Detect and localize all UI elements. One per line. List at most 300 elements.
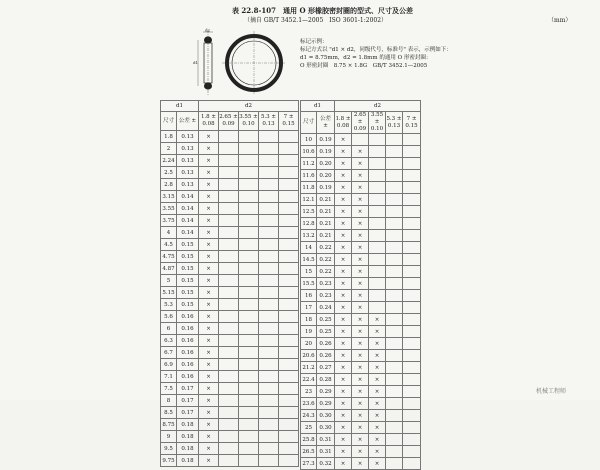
table-row [161,419,299,431]
tolerance-cell: 0.16 [177,335,199,347]
size-cell: 8.5 [161,407,177,419]
tolerance-cell: 0.30 [317,422,335,434]
availability-cell: × [199,419,219,431]
availability-cell [369,266,386,278]
table-row [161,287,299,299]
availability-cell [403,350,421,362]
tolerance-cell: 0.14 [177,227,199,239]
size-cell: 4.87 [161,263,177,275]
availability-cell [403,458,421,470]
tolerance-cell: 0.29 [317,398,335,410]
table-row [301,458,421,470]
size-cell: 11.2 [301,158,317,170]
availability-cell: × [352,386,369,398]
table-row [161,431,299,443]
size-cell: 12.1 [301,194,317,206]
table-row [301,362,421,374]
availability-cell: × [199,227,219,239]
availability-cell [259,287,279,299]
tolerance-cell: 0.16 [177,371,199,383]
availability-cell [219,359,239,371]
availability-cell [279,311,299,323]
availability-cell [403,242,421,254]
d2-col-header: 3.55 ± 0.10 [369,112,386,134]
table-row [161,143,299,155]
availability-cell [369,290,386,302]
tolerance-cell: 0.15 [177,287,199,299]
tolerance-cell: 0.16 [177,359,199,371]
table-row [161,443,299,455]
availability-cell: × [352,422,369,434]
tolerance-cell: 0.18 [177,431,199,443]
tolerance-cell: 0.19 [317,134,335,146]
ring-front-view [222,31,286,95]
availability-cell: × [335,218,352,230]
availability-cell [219,323,239,335]
availability-cell [259,155,279,167]
table-row [301,422,421,434]
availability-cell [219,287,239,299]
watermark-logo: 机械工程师 [536,388,567,395]
table-row [161,203,299,215]
tolerance-cell: 0.17 [177,395,199,407]
table-row [161,191,299,203]
availability-cell [386,290,403,302]
size-table-left [160,100,299,467]
size-cell: 11.6 [301,170,317,182]
availability-cell [386,446,403,458]
tolerance-cell: 0.19 [317,182,335,194]
availability-cell [259,371,279,383]
table-row [301,290,421,302]
availability-cell [259,407,279,419]
availability-cell [259,443,279,455]
availability-cell [403,398,421,410]
availability-cell [239,455,259,467]
availability-cell [219,263,239,275]
availability-cell: × [199,335,219,347]
tolerance-cell: 0.18 [177,455,199,467]
tolerance-cell: 0.13 [177,143,199,155]
availability-cell [239,179,259,191]
availability-cell [403,278,421,290]
availability-cell [279,359,299,371]
size-cell: 9.75 [161,455,177,467]
availability-cell [403,218,421,230]
size-cell: 25 [301,422,317,434]
size-cell: 7.5 [161,383,177,395]
availability-cell [259,251,279,263]
size-cell: 11.8 [301,182,317,194]
availability-cell: × [335,422,352,434]
availability-cell: × [335,242,352,254]
tolerance-header: 公差 ± [317,112,335,134]
availability-cell [219,143,239,155]
availability-cell: × [352,374,369,386]
availability-cell: × [199,431,219,443]
availability-cell [239,239,259,251]
availability-cell [369,146,386,158]
availability-cell [239,155,259,167]
tolerance-cell: 0.13 [177,131,199,143]
table-row [161,251,299,263]
availability-cell [369,254,386,266]
tolerance-cell: 0.22 [317,266,335,278]
size-cell: 1.8 [161,131,177,143]
availability-cell: × [352,158,369,170]
availability-cell [369,242,386,254]
availability-cell [386,266,403,278]
availability-cell: × [199,311,219,323]
availability-cell: × [199,407,219,419]
availability-cell [259,263,279,275]
table-row [301,242,421,254]
tolerance-cell: 0.29 [317,386,335,398]
availability-cell: × [369,350,386,362]
size-cell: 2.8 [161,179,177,191]
availability-cell: × [369,434,386,446]
tolerance-cell: 0.21 [317,206,335,218]
d2-col-header: 2.65 ± 0.09 [352,112,369,134]
tolerance-cell: 0.20 [317,170,335,182]
size-cell: 5.15 [161,287,177,299]
availability-cell [386,314,403,326]
availability-cell: × [335,206,352,218]
availability-cell: × [352,254,369,266]
availability-cell: × [369,326,386,338]
availability-cell [403,182,421,194]
availability-cell [219,395,239,407]
availability-cell: × [369,446,386,458]
availability-cell [403,158,421,170]
table-row [161,263,299,275]
availability-cell [239,419,259,431]
availability-cell [259,227,279,239]
availability-cell: × [199,347,219,359]
availability-cell [219,311,239,323]
availability-cell: × [369,398,386,410]
availability-cell [403,338,421,350]
availability-cell [279,263,299,275]
tolerance-cell: 0.18 [177,419,199,431]
availability-cell [279,167,299,179]
tolerance-cell: 0.14 [177,203,199,215]
table-row [161,323,299,335]
availability-cell: × [352,170,369,182]
availability-cell [279,239,299,251]
availability-cell [259,203,279,215]
availability-cell [352,134,369,146]
size-cell: 14 [301,242,317,254]
table-row [161,239,299,251]
availability-cell: × [199,155,219,167]
availability-cell [259,359,279,371]
table-row [301,134,421,146]
availability-cell: × [335,158,352,170]
availability-cell: × [199,203,219,215]
size-cell: 17 [301,302,317,314]
table-row [161,131,299,143]
availability-cell: × [199,323,219,335]
size-cell: 2 [161,143,177,155]
size-cell: 5.6 [161,311,177,323]
table-row [301,158,421,170]
availability-cell [239,203,259,215]
availability-cell [259,347,279,359]
availability-cell [403,302,421,314]
availability-cell [259,455,279,467]
tolerance-cell: 0.13 [177,155,199,167]
availability-cell [219,275,239,287]
availability-cell: × [335,194,352,206]
table-row [161,275,299,287]
tolerance-cell: 0.23 [317,290,335,302]
table-row [161,299,299,311]
d2-header: d2 [199,101,299,112]
availability-cell [369,230,386,242]
size-cell: 25.8 [301,434,317,446]
availability-cell: × [352,362,369,374]
table-row [301,254,421,266]
table-row [301,350,421,362]
availability-cell [279,431,299,443]
availability-cell [386,158,403,170]
availability-cell [369,182,386,194]
availability-cell [239,311,259,323]
table-row [301,434,421,446]
availability-cell [239,167,259,179]
availability-cell: × [352,446,369,458]
availability-cell [219,347,239,359]
availability-cell [403,230,421,242]
table-row [301,218,421,230]
table-row [301,146,421,158]
size-cell: 27.3 [301,458,317,470]
availability-cell [219,227,239,239]
availability-cell [259,179,279,191]
availability-cell [369,194,386,206]
availability-cell [259,311,279,323]
availability-cell [279,419,299,431]
availability-cell: × [335,362,352,374]
availability-cell [403,362,421,374]
availability-cell: × [352,302,369,314]
availability-cell [279,131,299,143]
table-row [161,347,299,359]
availability-cell [279,347,299,359]
availability-cell: × [335,446,352,458]
table-row [301,170,421,182]
tolerance-cell: 0.26 [317,338,335,350]
availability-cell: × [199,455,219,467]
tolerance-cell: 0.21 [317,194,335,206]
availability-cell [279,179,299,191]
availability-cell [239,263,259,275]
availability-cell [403,170,421,182]
availability-cell [259,131,279,143]
availability-cell: × [352,206,369,218]
availability-cell: × [352,410,369,422]
availability-cell [259,143,279,155]
availability-cell [219,131,239,143]
size-cell: 13.2 [301,230,317,242]
availability-cell [219,299,239,311]
d2-col-header: 7 ± 0.15 [279,112,299,131]
availability-cell [259,419,279,431]
size-cell: 2.5 [161,167,177,179]
availability-cell [239,431,259,443]
size-cell: 7.1 [161,371,177,383]
availability-cell: × [335,302,352,314]
availability-cell [386,134,403,146]
availability-cell [219,203,239,215]
availability-cell [259,383,279,395]
table-row [161,179,299,191]
availability-cell [386,434,403,446]
table-row [161,371,299,383]
availability-cell: × [199,215,219,227]
availability-cell [239,371,259,383]
size-cell: 10.6 [301,146,317,158]
table-row [301,398,421,410]
availability-cell [386,182,403,194]
tolerance-cell: 0.19 [317,146,335,158]
tolerance-cell: 0.15 [177,251,199,263]
availability-cell [386,278,403,290]
availability-cell [259,215,279,227]
table-row [161,167,299,179]
tolerance-cell: 0.23 [317,278,335,290]
availability-cell [279,299,299,311]
availability-cell [279,203,299,215]
size-cell: 2.24 [161,155,177,167]
availability-cell: × [199,179,219,191]
size-header: 尺寸 [161,112,177,131]
availability-cell [219,431,239,443]
table-row [161,335,299,347]
availability-cell [403,266,421,278]
availability-cell: × [199,275,219,287]
size-cell: 15 [301,266,317,278]
cross-section-view [193,28,213,96]
availability-cell [386,326,403,338]
availability-cell: × [335,170,352,182]
availability-cell [239,383,259,395]
availability-cell: × [335,434,352,446]
size-cell: 3.55 [161,203,177,215]
availability-cell: × [335,182,352,194]
availability-cell [279,191,299,203]
availability-cell: × [335,254,352,266]
availability-cell [219,407,239,419]
d2-col-header: 1.8 ± 0.08 [199,112,219,131]
size-cell: 21.2 [301,362,317,374]
availability-cell: × [369,410,386,422]
availability-cell [239,323,259,335]
availability-cell: × [352,326,369,338]
availability-cell [386,458,403,470]
availability-cell [259,191,279,203]
availability-cell [219,443,239,455]
table-row [301,410,421,422]
availability-cell: × [352,458,369,470]
availability-cell [279,215,299,227]
availability-cell: × [352,434,369,446]
availability-cell [219,215,239,227]
availability-cell [369,218,386,230]
availability-cell [369,302,386,314]
availability-cell [259,335,279,347]
availability-cell: × [335,326,352,338]
availability-cell [259,395,279,407]
availability-cell: × [352,230,369,242]
availability-cell [279,407,299,419]
d2-col-header: 7 ± 0.15 [403,112,421,134]
size-cell: 9 [161,431,177,443]
availability-cell: × [352,338,369,350]
table-row [301,386,421,398]
table-row [301,326,421,338]
availability-cell [386,146,403,158]
availability-cell: × [369,374,386,386]
availability-cell [403,146,421,158]
availability-cell [403,374,421,386]
tolerance-cell: 0.31 [317,446,335,458]
tolerance-cell: 0.24 [317,302,335,314]
availability-cell [369,206,386,218]
availability-cell [239,347,259,359]
unit-label: （mm） [548,17,572,24]
availability-cell [386,302,403,314]
availability-cell [279,155,299,167]
availability-cell: × [352,146,369,158]
availability-cell: × [335,134,352,146]
availability-cell [219,251,239,263]
tolerance-cell: 0.13 [177,167,199,179]
size-cell: 5 [161,275,177,287]
availability-cell [403,314,421,326]
tolerance-cell: 0.15 [177,275,199,287]
availability-cell: × [199,371,219,383]
availability-cell [279,251,299,263]
tolerance-cell: 0.25 [317,326,335,338]
d2-col-header: 5.3 ± 0.13 [259,112,279,131]
availability-cell: × [335,386,352,398]
tolerance-cell: 0.14 [177,215,199,227]
size-cell: 18 [301,314,317,326]
availability-cell [219,155,239,167]
availability-cell: × [199,263,219,275]
availability-cell: × [199,395,219,407]
availability-cell [239,299,259,311]
availability-cell [386,242,403,254]
size-table-right [300,100,421,470]
availability-cell [259,431,279,443]
availability-cell: × [352,278,369,290]
table-row [161,383,299,395]
availability-cell [386,350,403,362]
d2-col-header: 3.55 ± 0.10 [239,112,259,131]
size-cell: 20 [301,338,317,350]
size-cell: 23.6 [301,398,317,410]
size-cell: 6.7 [161,347,177,359]
availability-cell [239,359,259,371]
marking-example [300,38,452,70]
tolerance-cell: 0.15 [177,239,199,251]
availability-cell: × [199,359,219,371]
availability-cell [239,131,259,143]
d2-dimension-label: d2 [205,28,211,33]
